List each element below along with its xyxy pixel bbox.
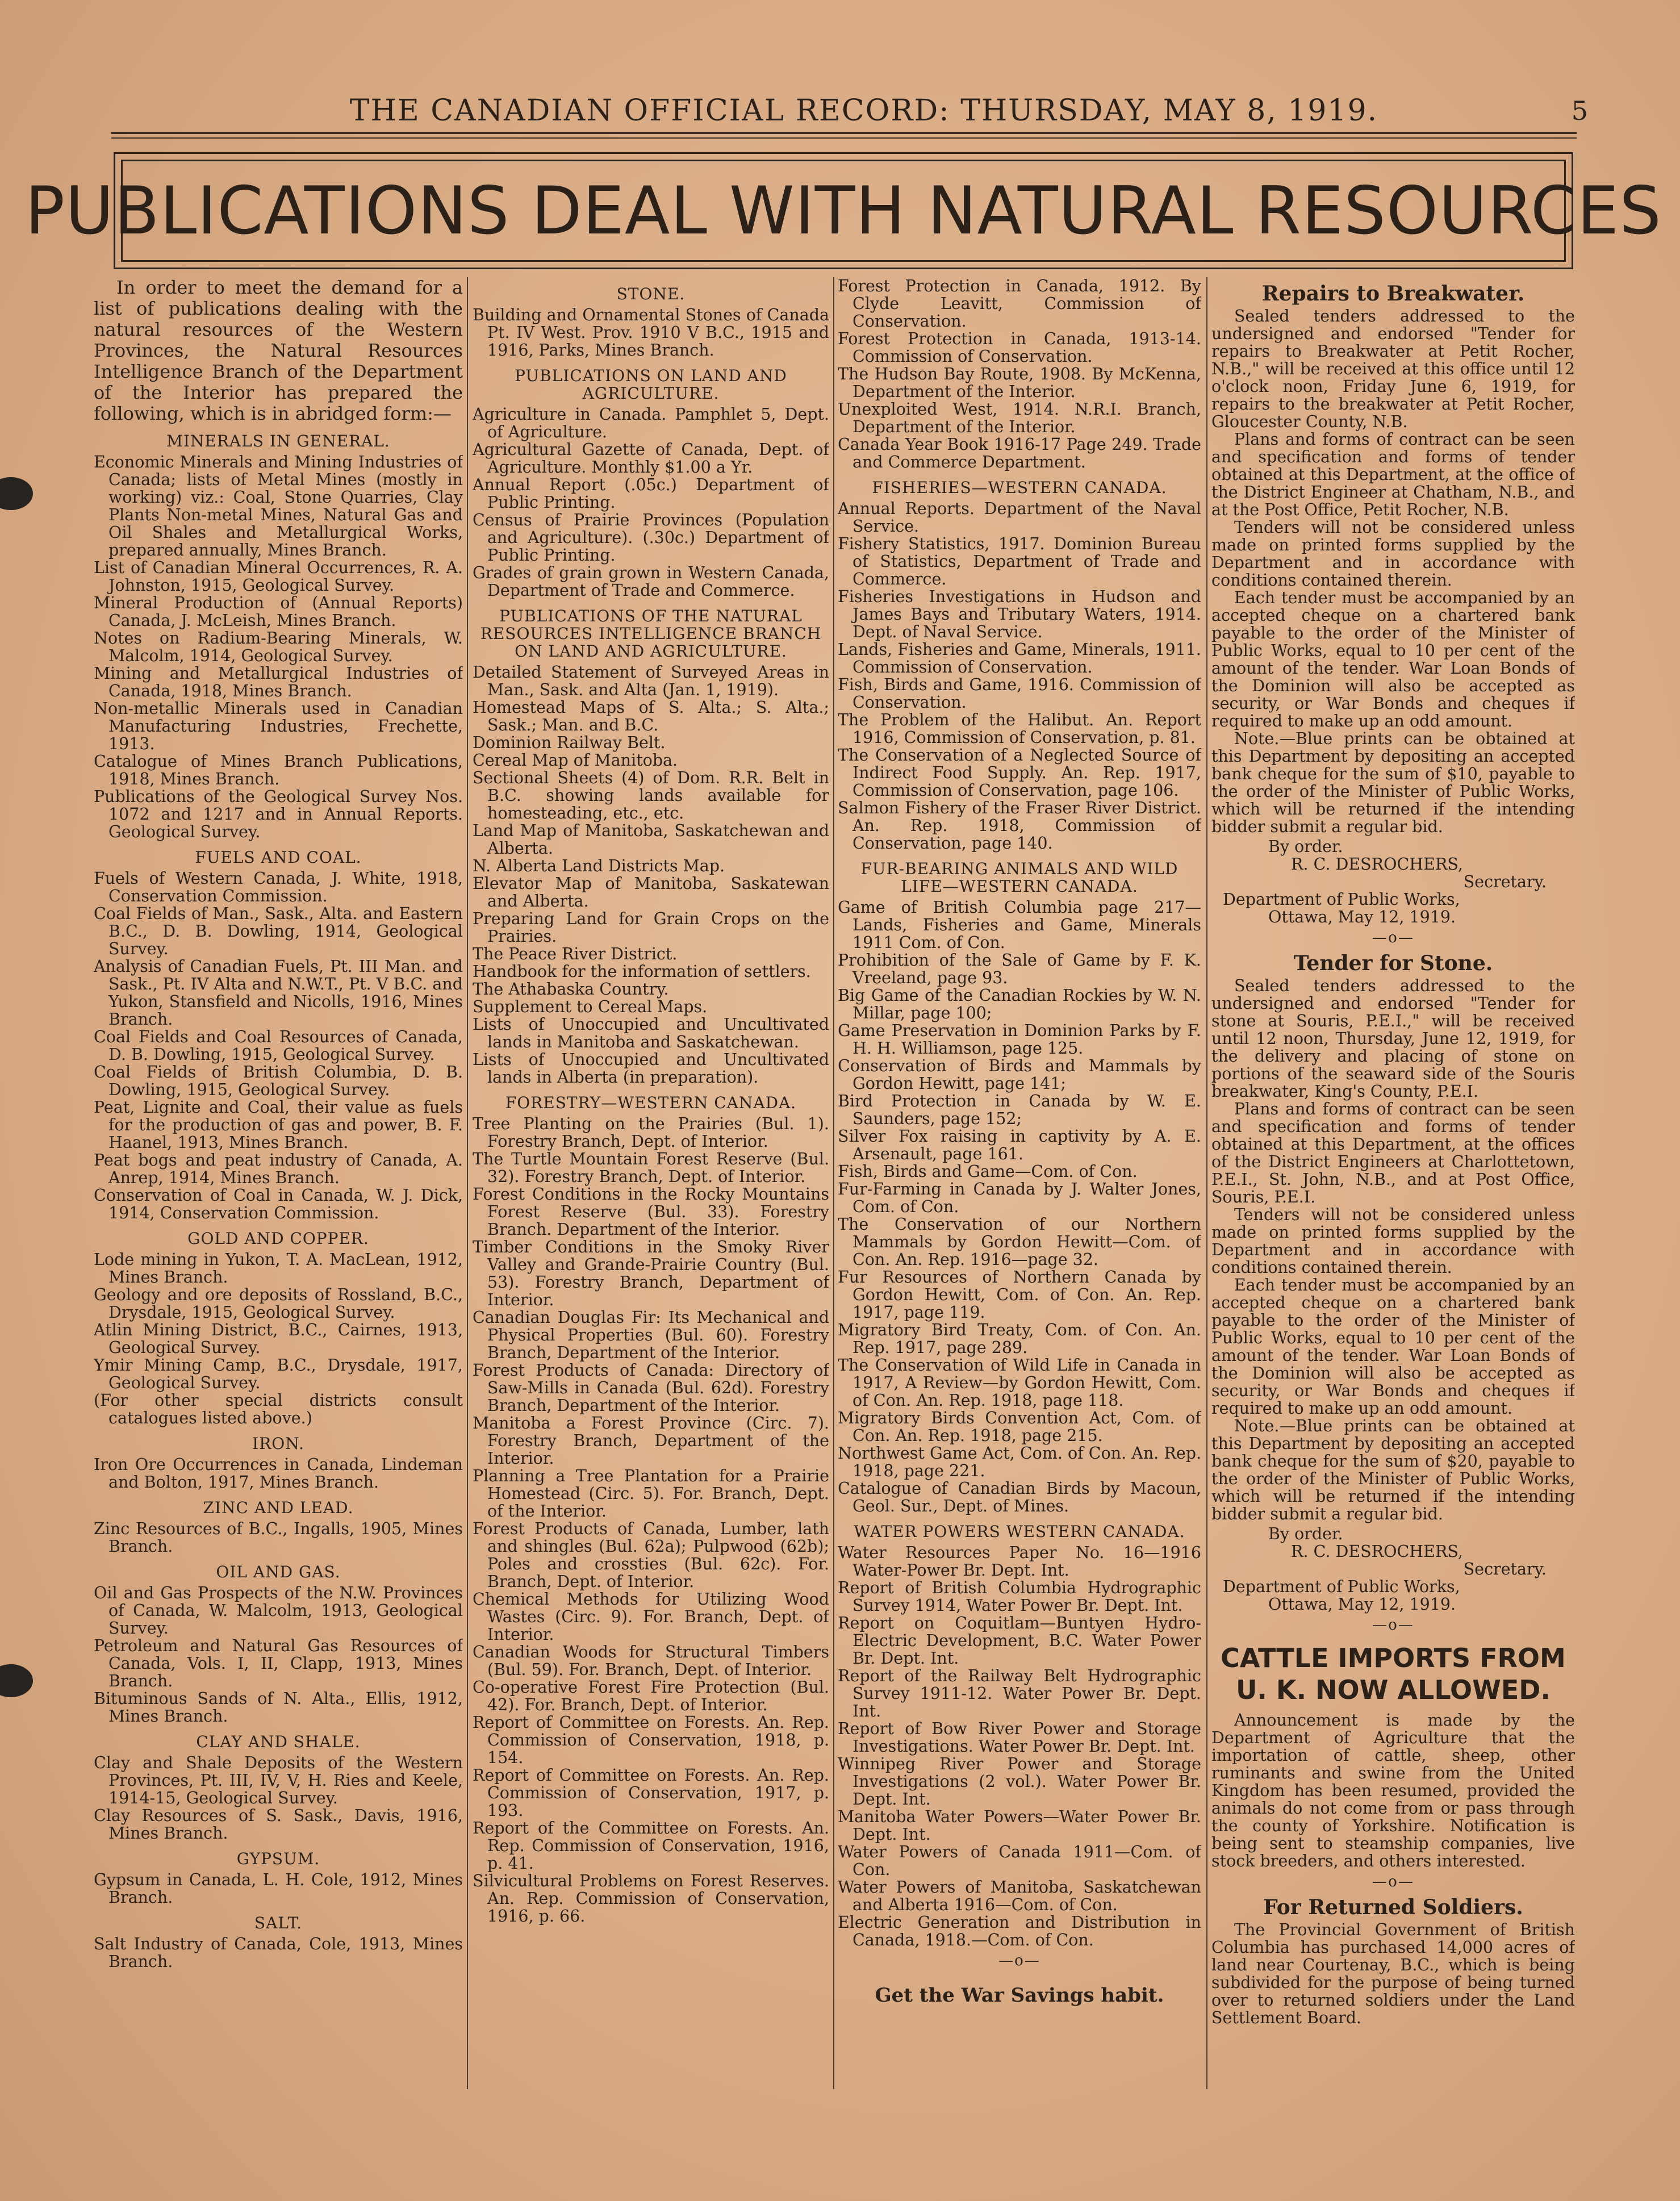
section-heading: MINERALS IN GENERAL.	[166, 432, 390, 450]
publication-entry: Coal Fields of British Columbia, D. B. Dowling, 1915, Geological Survey.	[94, 1063, 463, 1099]
publication-entry: Fish, Birds and Game—Com. of Con.	[838, 1162, 1138, 1181]
section-heading: ZINC AND LEAD.	[203, 1498, 354, 1517]
publication-entry: Economic Minerals and Mining Industries of Canada; lists of Metal Mines (mostly in working) viz.: Coal, Stone Quarries, Clay Plants Non-metal Mines, Natural Gas and Oil Shales and Metallurgical Works, prepared annually, Mines Branch.	[94, 453, 463, 559]
cattle-headline	[1211, 1642, 1575, 1706]
publication-entry: The Turtle Mountain Forest Reserve (Bul. 32). Forestry Branch, Dept. of Interior.	[473, 1150, 829, 1186]
publication-entry: Water Powers of Manitoba, Saskatchewan and Alberta 1916—Com. of Con.	[838, 1878, 1201, 1914]
section-heading: GOLD AND COPPER.	[187, 1229, 369, 1248]
publication-entry: Agriculture in Canada. Pamphlet 5, Dept. of Agriculture.	[473, 405, 829, 441]
publication-entry: Lists of Unoccupied and Uncultivated lands in Manitoba and Saskatchewan.	[473, 1015, 829, 1051]
section-heading: SALT.	[254, 1914, 303, 1932]
publication-entry: Forest Products of Canada, Lumber, lath and shingles (Bul. 62a); Pulpwood (62b); Poles and crossties (Bul. 62c). For. Branch, Dept. of Interior.	[473, 1519, 829, 1591]
section-heading: FUELS AND COAL.	[195, 848, 362, 867]
notice-by-order: By order.	[1268, 837, 1343, 856]
publication-entry: Homestead Maps of S. Alta.; S. Alta.; Sask.; Man. and B.C.	[473, 698, 829, 734]
publication-entry: Water Resources Paper No. 16—1916 Water-Power Br. Dept. Int.	[838, 1543, 1201, 1580]
publication-entry: Oil and Gas Prospects of the N.W. Provinces of Canada, W. Malcolm, 1913, Geological Survey.	[94, 1584, 463, 1638]
publication-entry: Lode mining in Yukon, T. A. MacLean, 1912, Mines Branch.	[94, 1250, 463, 1287]
head-rule	[111, 132, 1577, 134]
publication-entry: Catalogue of Mines Branch Publications, 1918, Mines Branch.	[94, 752, 463, 788]
publication-entry: Fisheries Investigations in Hudson and James Bays and Tributary Waters, 1914. Dept. of Naval Service.	[838, 587, 1201, 641]
notice-title: Repairs to Breakwater.	[1261, 282, 1525, 306]
publication-entry: Fur Resources of Northern Canada by Gordon Hewitt, Com. of Con. An. Rep. 1917, page 119.	[838, 1268, 1201, 1322]
publication-entry: Atlin Mining District, B.C., Cairnes, 1913, Geological Survey.	[94, 1321, 463, 1357]
section-heading: IRON.	[252, 1434, 304, 1453]
notice-paragraph: Each tender must be accompanied by an accepted cheque on a chartered bank payable to the order of the Minister of Public Works, equal to 10 per cent of the amount of the tender. War Loan Bonds of the Dominion will also be accepted as security, or War Bonds and cheques if required to make up an odd amount.	[1211, 1276, 1575, 1418]
publication-entry: The Peace River District.	[473, 945, 678, 963]
running-head-title: THE CANADIAN OFFICIAL RECORD: THURSDAY, MAY 8, 1919.	[349, 94, 1378, 128]
publication-entry: Big Game of the Canadian Rockies by W. N. Millar, page 100;	[838, 986, 1201, 1022]
banner-inner-box	[25, 160, 1662, 262]
publication-entry: Notes on Radium-Bearing Minerals, W. Malcolm, 1914, Geological Survey.	[94, 629, 463, 665]
head-rule	[111, 137, 1577, 139]
publication-entry: Mining and Metallurgical Industries of Canada, 1918, Mines Branch.	[94, 664, 463, 700]
soldiers-body: The Provincial Government of British Columbia has purchased 14,000 acres of land near Courtenay, B.C., which is being subdivided for the purpose of being turned over to returned soldiers under the Land Settlement Board.	[1211, 1920, 1575, 2027]
publication-entry: Elevator Map of Manitoba, Saskatewan and Alberta.	[473, 874, 829, 911]
publication-entry: Forest Protection in Canada, 1912. By Clyde Leavitt, Commission of Conservation.	[838, 277, 1201, 331]
publication-entry: Conservation of Coal in Canada, W. J. Dick, 1914, Conservation Commission.	[94, 1186, 463, 1222]
notice-signatory: R. C. DESROCHERS,	[1291, 1542, 1463, 1561]
publication-entry: List of Canadian Mineral Occurrences, R. A. Johnston, 1915, Geological Survey.	[94, 558, 463, 595]
binder-hole	[0, 1664, 33, 1697]
publication-entry: Forest Conditions in the Rocky Mountains Forest Reserve (Bul. 33). Forestry Branch. Department of the Interior.	[473, 1185, 829, 1239]
publication-entry: Census of Prairie Provinces (Population and Agriculture). (.30c.) Department of Public Printing.	[473, 511, 829, 565]
publication-entry: Chemical Methods for Utilizing Wood Wastes (Circ. 9). For. Branch, Dept. of Interior.	[473, 1590, 829, 1644]
section-heading: FUR-BEARING ANIMALS AND WILD LIFE—WESTERN CANADA.	[860, 859, 1178, 896]
publication-entry: Planning a Tree Plantation for a Prairie Homestead (Circ. 5). For. Branch, Dept. of the Interior.	[473, 1467, 829, 1521]
notice-paragraph: Tenders will not be considered unless made on printed forms supplied by the Department and in accordance with conditions contained therein.	[1211, 518, 1575, 590]
notice-body	[1211, 977, 1575, 1523]
column-rule	[833, 277, 834, 2089]
ornament-divider: —o—	[1372, 1873, 1414, 1890]
page-number-wrap	[111, 85, 1588, 136]
notice-signatory-title: Secretary.	[1463, 1560, 1547, 1578]
publication-entry: Zinc Resources of B.C., Ingalls, 1905, Mines Branch.	[94, 1519, 463, 1556]
publication-entry: Clay and Shale Deposits of the Western Provinces, Pt. III, IV, V, H. Ries and Keele, 1914-15, Geological Survey.	[94, 1753, 463, 1807]
publication-entry: Fish, Birds and Game, 1916. Commission of Conservation.	[838, 675, 1201, 712]
notice-signatory-title: Secretary.	[1463, 872, 1547, 891]
publication-entry: Coal Fields and Coal Resources of Canada, D. B. Dowling, 1915, Geological Survey.	[94, 1028, 463, 1064]
notice-paragraph: Sealed tenders addressed to the undersigned and endorsed "Tender for stone at Souris, P.E.I.," will be received until 12 noon, Thursday, June 12, 1919, for the delivery and placing of stone on portions of the seaward side of the Souris breakwater, King's County, P.E.I.	[1211, 976, 1575, 1101]
publication-entry: The Conservation of our Northern Mammals by Gordon Hewitt—Com. of Con. An. Rep. 1916—page 32.	[838, 1215, 1201, 1269]
notice-paragraph: Note.—Blue prints can be obtained at this Department by depositing an accepted bank cheque for the sum of $10, payable to the order of the Minister of Public Works, which will be returned if the intending bidder submit a regular bid.	[1211, 729, 1575, 836]
publication-entry: Report of the Railway Belt Hydrographic Survey 1911-12. Water Power Br. Dept. Int.	[838, 1667, 1201, 1720]
publication-entry: Tree Planting on the Prairies (Bul. 1). Forestry Branch, Dept. of Interior.	[473, 1114, 829, 1151]
publication-entry: Report of the Committee on Forests. An. Rep. Commission of Conservation, 1916, p. 41.	[473, 1819, 829, 1873]
section-heading: WATER POWERS WESTERN CANADA.	[854, 1522, 1185, 1541]
publication-entry: Migratory Birds Convention Act, Com. of Con. An. Rep. 1918, page 215.	[838, 1409, 1201, 1445]
notice-department: Department of Public Works,	[1223, 1577, 1460, 1596]
publication-entry: Winnipeg River Power and Storage Investigations (2 vol.). Water Power Br. Dept. Int.	[838, 1755, 1201, 1809]
publication-entry: Game of British Columbia page 217—Lands, Fisheries and Game, Minerals 1911 Com. of Con.	[838, 898, 1201, 952]
notice-department: Department of Public Works,	[1223, 890, 1460, 909]
notice-signatory: R. C. DESROCHERS,	[1291, 855, 1463, 874]
section-heading: STONE.	[616, 285, 686, 303]
publication-entry: Unexploited West, 1914. N.R.I. Branch, Department of the Interior.	[838, 400, 1201, 436]
publication-entry: Iron Ore Occurrences in Canada, Lindeman and Bolton, 1917, Mines Branch.	[94, 1455, 463, 1492]
war-savings-slogan: Get the War Savings habit.	[875, 1984, 1164, 2007]
publication-entry: Gypsum in Canada, L. H. Cole, 1912, Mines Branch.	[94, 1870, 463, 1907]
publication-entry: Report of Bow River Power and Storage Investigations. Water Power Br. Dept. Int.	[838, 1719, 1201, 1756]
column-2	[473, 277, 829, 2089]
publication-entry: Handbook for the information of settlers.	[473, 962, 811, 981]
publication-entry: Timber Conditions in the Smoky River Valley and Grande-Prairie Country (Bul. 53). Forestry Branch, Department of Interior.	[473, 1238, 829, 1309]
publication-entry: Bird Protection in Canada by W. E. Saunders, page 152;	[838, 1092, 1201, 1128]
publication-entry: Sectional Sheets (4) of Dom. R.R. Belt in B.C. showing lands available for homesteading, etc., etc.	[473, 769, 829, 822]
publication-entry: Supplement to Cereal Maps.	[473, 997, 708, 1016]
banner-headline: PUBLICATIONS DEAL WITH NATURAL RESOURCES	[25, 172, 1662, 249]
intro-paragraph: In order to meet the demand for a list of publications dealing with the natural resources of the Western Provinces, the Natural Resources Intelligence Branch of the Department of the Interior has prepared the following, which is in abridged form:—	[94, 277, 463, 424]
publication-entry: Fishery Statistics, 1917. Dominion Bureau of Statistics, Department of Trade and Commerce.	[838, 534, 1201, 588]
publication-entry: Water Powers of Canada 1911—Com. of Con.	[838, 1843, 1201, 1879]
notice-paragraph: Plans and forms of contract can be seen and specification and forms of tender obtained at this Department, at the offices of the District Engineers at Charlottetown, P.E.I., St. John, N.B., and at Post Office, Souris, P.E.I.	[1211, 1100, 1575, 1206]
notice-paragraph: Sealed tenders addressed to the undersigned and endorsed "Tender for repairs to Breakwater at Petit Rocher, N.B.," will be received at this office until 12 o'clock noon, Friday June 6, 1919, for repairs to the breakwater at Petit Rocher, Gloucester County, N.B.	[1211, 307, 1575, 431]
notice-title: Tender for Stone.	[1293, 951, 1493, 975]
publication-entry: Co-operative Forest Fire Protection (Bul. 42). For. Branch, Dept. of Interior.	[473, 1678, 829, 1714]
cattle-headline-line2: U. K. NOW ALLOWED.	[1236, 1674, 1551, 1705]
publication-entry: Manitoba a Forest Province (Circ. 7). Forestry Branch, Department of the Interior.	[473, 1414, 829, 1468]
notice-date: Ottawa, May 12, 1919.	[1268, 908, 1456, 926]
publication-entry: Annual Report (.05c.) Department of Public Printing.	[473, 475, 829, 512]
publication-entry: Salmon Fishery of the Fraser River District. An. Rep. 1918, Commission of Conservation, page 140.	[838, 799, 1201, 853]
publication-entry: Forest Products of Canada: Directory of Saw-Mills in Canada (Bul. 62d). Forestry Branch, Department of the Interior.	[473, 1361, 829, 1415]
publication-entry: Peat, Lignite and Coal, their value as fuels for the production of gas and power, B. F. Haanel, 1913, Mines Branch.	[94, 1098, 463, 1152]
publication-entry: Report of Committee on Forests. An. Rep. Commission of Conservation, 1918, p. 154.	[473, 1713, 829, 1767]
publication-entry: Report of British Columbia Hydrographic Survey 1914, Water Power Br. Dept. Int.	[838, 1578, 1201, 1615]
publication-entry: Migratory Bird Treaty, Com. of Con. An. Rep. 1917, page 289.	[838, 1321, 1201, 1357]
publication-entry: Fur-Farming in Canada by J. Walter Jones, Com. of Con.	[838, 1180, 1201, 1216]
publication-entry: Canadian Woods for Structural Timbers (Bul. 59). For. Branch, Dept. of Interior.	[473, 1643, 829, 1679]
publication-entry: Publications of the Geological Survey Nos. 1072 and 1217 and in Annual Reports. Geological Survey.	[94, 787, 463, 841]
publication-entry: Manitoba Water Powers—Water Power Br. Dept. Int.	[838, 1807, 1201, 1844]
publication-entry: Northwest Game Act, Com. of Con. An. Rep. 1918, page 221.	[838, 1444, 1201, 1480]
soldiers-title: For Returned Soldiers.	[1263, 1895, 1523, 1919]
publication-entry: Fuels of Western Canada, J. White, 1918, Conservation Commission.	[94, 869, 463, 905]
section-heading: GYPSUM.	[236, 1849, 320, 1868]
column-3	[838, 277, 1201, 2089]
section-heading: CLAY AND SHALE.	[196, 1732, 361, 1751]
ornament-divider: —o—	[998, 1952, 1040, 1969]
cattle-headline-line1: CATTLE IMPORTS FROM	[1221, 1643, 1566, 1673]
publication-entry: Forest Protection in Canada, 1913-14. Commission of Conservation.	[838, 329, 1201, 366]
publication-entry: Report on Coquitlam—Buntyen Hydro-Electric Development, B.C. Water Power Br. Dept. Int.	[838, 1614, 1201, 1668]
column-rule	[467, 277, 468, 2089]
column-4	[1211, 277, 1575, 2089]
cattle-body: Announcement is made by the Department of Agriculture that the importation of cattle, sheep, other ruminants and swine from the United Kingdom has been resumed, provided the animals do not come from or pass through the county of Yorkshire. Notification is being sent to steamship companies, live stock breeders, and others interested.	[1211, 1711, 1575, 1870]
publication-entry: Petroleum and Natural Gas Resources of Canada, Vols. I, II, Clapp, 1913, Mines Branch.	[94, 1636, 463, 1690]
publication-entry: Catalogue of Canadian Birds by Macoun, Geol. Sur., Dept. of Mines.	[838, 1479, 1201, 1515]
publication-entry: Clay Resources of S. Sask., Davis, 1916, Mines Branch.	[94, 1806, 463, 1843]
publication-entry: Detailed Statement of Surveyed Areas in Man., Sask. and Alta (Jan. 1, 1919).	[473, 663, 829, 699]
banner-box	[25, 152, 1662, 269]
column-1	[94, 277, 463, 2089]
publication-entry: Bituminous Sands of N. Alta., Ellis, 1912, Mines Branch.	[94, 1689, 463, 1726]
publication-entry: Lists of Unoccupied and Uncultivated lands in Alberta (in preparation).	[473, 1050, 829, 1087]
binder-hole	[0, 477, 33, 510]
publication-entry: Canadian Douglas Fir: Its Mechanical and Physical Properties (Bul. 60). Forestry Branch, Department of the Interior.	[473, 1308, 829, 1362]
section-heading: PUBLICATIONS ON LAND AND AGRICULTURE.	[515, 366, 787, 403]
notice-paragraph: Each tender must be accompanied by an accepted cheque on a chartered bank payable to the order of the Minister of Public Works, equal to 10 per cent of the amount of the tender. War Loan Bonds of the Dominion will also be accepted as security, or War Bonds and cheques if required to make up an odd amount.	[1211, 588, 1575, 730]
publication-entry: Analysis of Canadian Fuels, Pt. III Man. and Sask., Pt. IV Alta and N.W.T., Pt. V B.C. and Yukon, Stansfield and Nicolls, 1916, Mines Branch.	[94, 957, 463, 1029]
publication-entry: The Problem of the Halibut. An. Report 1916, Commission of Conservation, p. 81.	[838, 711, 1201, 747]
publication-entry: Grades of grain grown in Western Canada, Department of Trade and Commerce.	[473, 563, 829, 600]
section-heading: PUBLICATIONS OF THE NATURAL RESOURCES INTELLIGENCE BRANCH ON LAND AND AGRICULTURE.	[480, 607, 822, 661]
publication-entry: Lands, Fisheries and Game, Minerals, 1911. Commission of Conservation.	[838, 640, 1201, 676]
notice-paragraph: Tenders will not be considered unless made on printed forms supplied by the Department and in accordance with conditions contained therein.	[1211, 1205, 1575, 1277]
publication-entry: Building and Ornamental Stones of Canada Pt. IV West. Prov. 1910 V B.C., 1915 and 1916, Parks, Mines Branch.	[473, 306, 829, 360]
publication-entry: The Conservation of Wild Life in Canada in 1917, A Review—by Gordon Hewitt, Com. of Con. An. Rep. 1918, page 118.	[838, 1356, 1201, 1410]
publication-entry: Silvicultural Problems on Forest Reserves. An. Rep. Commission of Conservation, 1916, p. 66.	[473, 1872, 829, 1926]
publication-entry: Mineral Production of (Annual Reports) Canada, J. McLeish, Mines Branch.	[94, 594, 463, 630]
publication-entry: Ymir Mining Camp, B.C., Drysdale, 1917, Geological Survey.	[94, 1356, 463, 1392]
publication-entry: Silver Fox raising in captivity by A. E. Arsenault, page 161.	[838, 1127, 1201, 1163]
notice-paragraph: Plans and forms of contract can be seen and specification and forms of tender obtained at this Department, at the office of the District Engineer at Chatham, N.B., and at the Post Office, Petit Rocher, N.B.	[1211, 430, 1575, 519]
publication-entry: Peat bogs and peat industry of Canada, A. Anrep, 1914, Mines Branch.	[94, 1151, 463, 1187]
section-heading: OIL AND GAS.	[216, 1563, 341, 1581]
ornament-divider: —o—	[1372, 1617, 1414, 1634]
column-rule	[1206, 277, 1207, 2089]
publication-entry: Annual Reports. Department of the Naval Service.	[838, 499, 1201, 536]
publication-entry: Cereal Map of Manitoba.	[473, 751, 678, 770]
publication-entry: Geology and ore deposits of Rossland, B.C., Drysdale, 1915, Geological Survey.	[94, 1285, 463, 1322]
publication-entry: (For other special districts consult catalogues listed above.)	[94, 1391, 463, 1427]
publication-entry: Agricultural Gazette of Canada, Dept. of Agriculture. Monthly $1.00 a Yr.	[473, 440, 829, 477]
publication-entry: Coal Fields of Man., Sask., Alta. and Eastern B.C., D. B. Dowling, 1914, Geological Survey.	[94, 904, 463, 958]
publication-entry: Non-metallic Minerals used in Canadian Manufacturing Industries, Frechette, 1913.	[94, 699, 463, 753]
section-heading: FISHERIES—WESTERN CANADA.	[872, 478, 1167, 497]
publication-entry: Prohibition of the Sale of Game by F. K. Vreeland, page 93.	[838, 951, 1201, 987]
notice-by-order: By order.	[1268, 1525, 1343, 1543]
notice-date: Ottawa, May 12, 1919.	[1268, 1595, 1456, 1614]
publication-entry: The Athabaska Country.	[473, 980, 669, 999]
page-number: 5	[1571, 95, 1588, 126]
publication-entry: Preparing Land for Grain Crops on the Prairies.	[473, 909, 829, 946]
publication-entry: Report of Committee on Forests. An. Rep. Commission of Conservation, 1917, p. 193.	[473, 1766, 829, 1820]
publication-entry: The Hudson Bay Route, 1908. By McKenna, Department of the Interior.	[838, 365, 1201, 401]
ornament-divider: —o—	[1372, 929, 1414, 946]
notice-body	[1211, 307, 1575, 836]
publication-entry: N. Alberta Land Districts Map.	[473, 857, 725, 875]
publication-entry: Canada Year Book 1916-17 Page 249. Trade and Commerce Department.	[838, 435, 1201, 471]
publication-entry: Game Preservation in Dominion Parks by F. H. H. Williamson, page 125.	[838, 1021, 1201, 1058]
publication-entry: Salt Industry of Canada, Cole, 1913, Mines Branch.	[94, 1935, 463, 1971]
notice-paragraph: Note.—Blue prints can be obtained at this Department by depositing an accepted bank cheque for the sum of $20, payable to the order of the Minister of Public Works, which will be returned if the intending bidder submit a regular bid.	[1211, 1417, 1575, 1523]
publication-entry: Conservation of Birds and Mammals by Gordon Hewitt, page 141;	[838, 1056, 1201, 1093]
section-heading: FORESTRY—WESTERN CANADA.	[505, 1093, 797, 1112]
publication-entry: Dominion Railway Belt.	[473, 733, 666, 752]
publication-entry: The Conservation of a Neglected Source of Indirect Food Supply. An. Rep. 1917, Commission of Conservation, page 106.	[838, 746, 1201, 800]
publication-entry: Electric Generation and Distribution in Canada, 1918.—Com. of Con.	[838, 1913, 1201, 1949]
publication-entry: Land Map of Manitoba, Saskatchewan and Alberta.	[473, 821, 829, 858]
